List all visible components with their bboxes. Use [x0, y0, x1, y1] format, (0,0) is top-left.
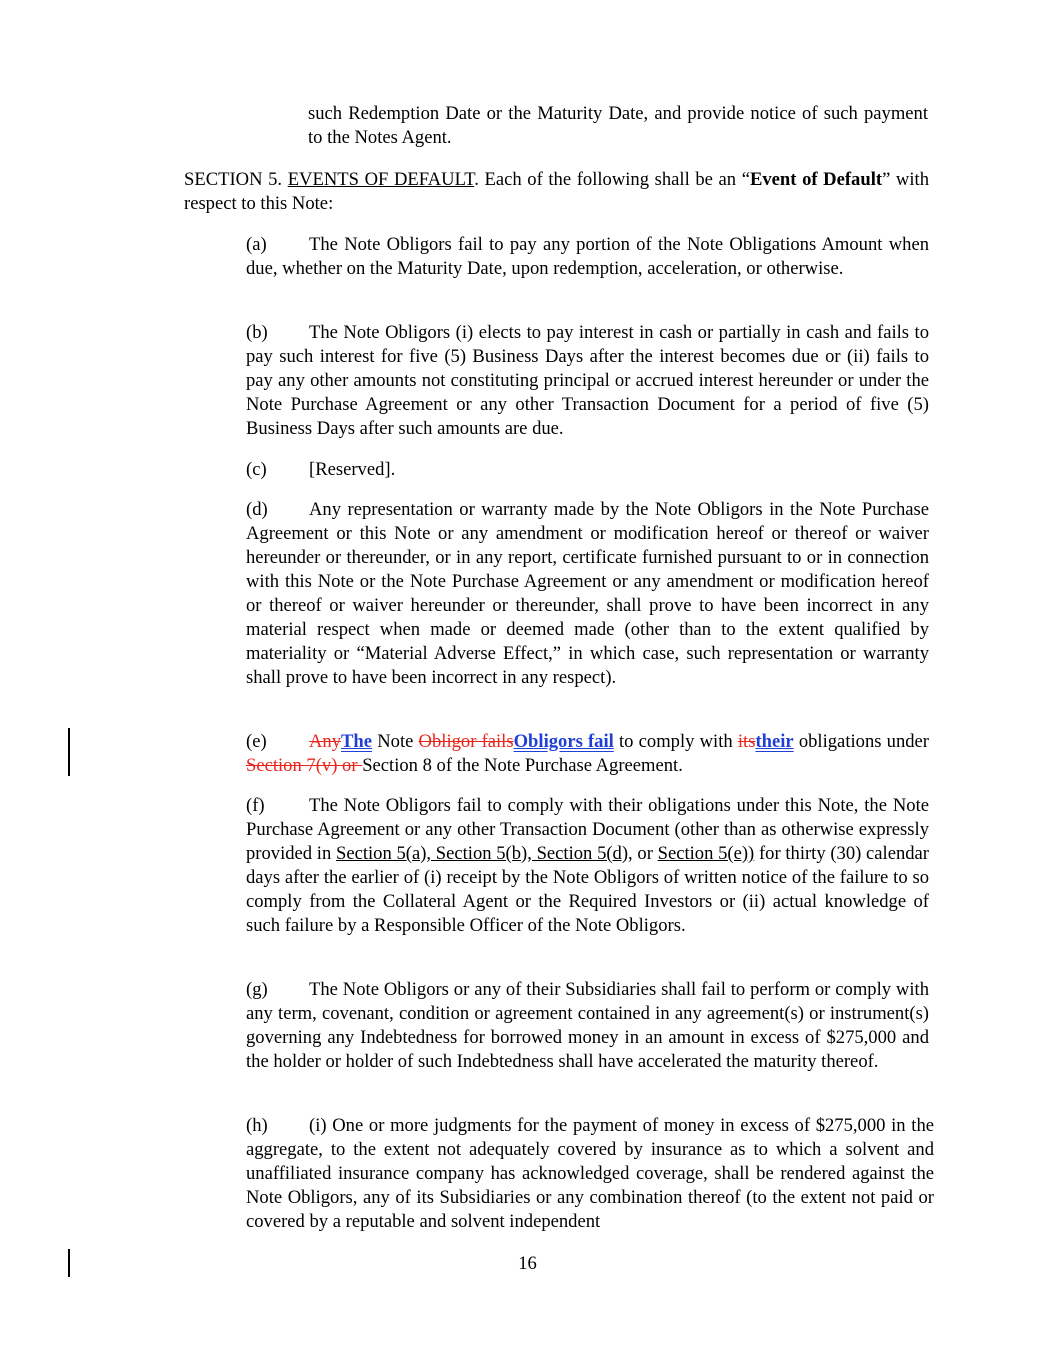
clause-text: The Note Obligors (i) elects to pay interest in cash or partially in cash and fails to pay such interest for five (5) Business Days after the interest becomes due or (ii) fails to pay any other amounts not constituting principal or accrued interest hereunder or under the Note Purchase Agreement or any other Transaction Document for a period of five (5) Business Days after such amounts are due.: [246, 322, 929, 439]
deleted-text: its: [737, 731, 756, 752]
clause-text: Any representation or warranty made by the Note Obligors in the Note Purchase Agreement or this Note or any amendment or modification hereof or thereof or waiver hereunder or thereunder, or in any report, certificate furnished pursuant to or in connection with this Note or the Note Purchase Agreement or any amendment or modification hereof or thereof or waiver hereunder or thereunder, shall prove to have been incorrect in any material respect when made or deemed made (other than to the extent qualified by materiality or “Material Adverse Effect,” in which case, such representation or warranty shall prove to have been incorrect in any respect).: [246, 499, 929, 688]
clause-f: [246, 794, 929, 938]
section-text-2: ” with respect to this Note:: [184, 169, 929, 214]
clause-g: [246, 978, 929, 1074]
intro-paragraph: such Redemption Date or the Maturity Date, and provide notice of such payment to the Notes Agent.: [308, 103, 928, 148]
clause-label: (a): [246, 234, 267, 255]
clause-h: [246, 1114, 934, 1234]
clause-label: (f): [246, 795, 265, 816]
defined-term: Event of Default: [749, 169, 883, 190]
clause-label: (h): [246, 1115, 268, 1136]
change-bar: [68, 728, 70, 776]
clause-text: or: [632, 843, 658, 864]
clause-c: [246, 458, 929, 482]
clause-text: Section 8 of the Note Purchase Agreement.: [362, 755, 683, 776]
clause-text: (i) One or more judgments for the payment of money in excess of $275,000 in the aggregate, to the extent not adequately covered by insurance as to which a solvent and unaffiliated insurance company has acknowledged coverage, shall be rendered against the Note Obligors, any of its Subsidiaries or any combination thereof (to the extent not paid or covered by a reputable and solvent independent: [246, 1115, 934, 1232]
section-reference: Section 5(a), Section 5(b), Section 5(d),: [335, 843, 633, 864]
clause-text: The Note Obligors fail to comply with their obligations under this Note, the Note Purchase Agreement or any other Transaction Document (other than as otherwise expressly provided in: [246, 795, 929, 864]
section-text-1: . Each of the following shall be an “: [474, 169, 750, 190]
inserted-text: Obligors fail: [513, 731, 614, 752]
section-5-heading-paragraph: [184, 168, 929, 216]
inserted-text: their: [755, 731, 794, 752]
clause-label: (c): [246, 459, 267, 480]
clause-label: (g): [246, 979, 268, 1000]
deleted-text: Section 7(v) or: [246, 755, 363, 776]
section-reference: Section 5(e)): [657, 843, 755, 864]
clause-e: [246, 730, 929, 778]
clause-label: (b): [246, 322, 268, 343]
inserted-text: The: [341, 731, 373, 752]
clause-d: [246, 498, 929, 690]
clause-text: Note: [372, 731, 419, 752]
clause-text: [Reserved].: [309, 459, 396, 480]
clause-a: [246, 233, 929, 281]
clause-label: (d): [246, 499, 268, 520]
clause-text: for thirty (30) calendar days after the earlier of (i) receipt by the Note Obligors of written notice of the failure to so comply from the Collateral Agent or the Required Investors or (ii) actual knowledge of such failure by a Responsible Officer of the Note Obligors.: [246, 843, 930, 936]
section-heading: EVENTS OF DEFAULT: [287, 169, 475, 190]
deleted-text: Obligor fails: [418, 731, 514, 752]
clause-b: [246, 321, 929, 441]
clause-label: (e): [246, 731, 267, 752]
page-number: 16: [518, 1253, 537, 1274]
clause-text: obligations under: [793, 731, 929, 752]
section-prefix: SECTION 5.: [184, 169, 283, 190]
clause-text: The Note Obligors fail to pay any portion of the Note Obligations Amount when due, whether on the Maturity Date, upon redemption, acceleration, or otherwise.: [246, 234, 929, 279]
clause-text: to comply with: [613, 731, 738, 752]
clause-text: The Note Obligors or any of their Subsidiaries shall fail to perform or comply with any term, covenant, condition or agreement contained in any agreement(s) or instrument(s) governing any Indebtedness for borrowed money in an amount in excess of $275,000 and the holder or holder of such Indebtedness shall have accelerated the maturity thereof.: [246, 979, 929, 1072]
deleted-text: Any: [309, 731, 342, 752]
